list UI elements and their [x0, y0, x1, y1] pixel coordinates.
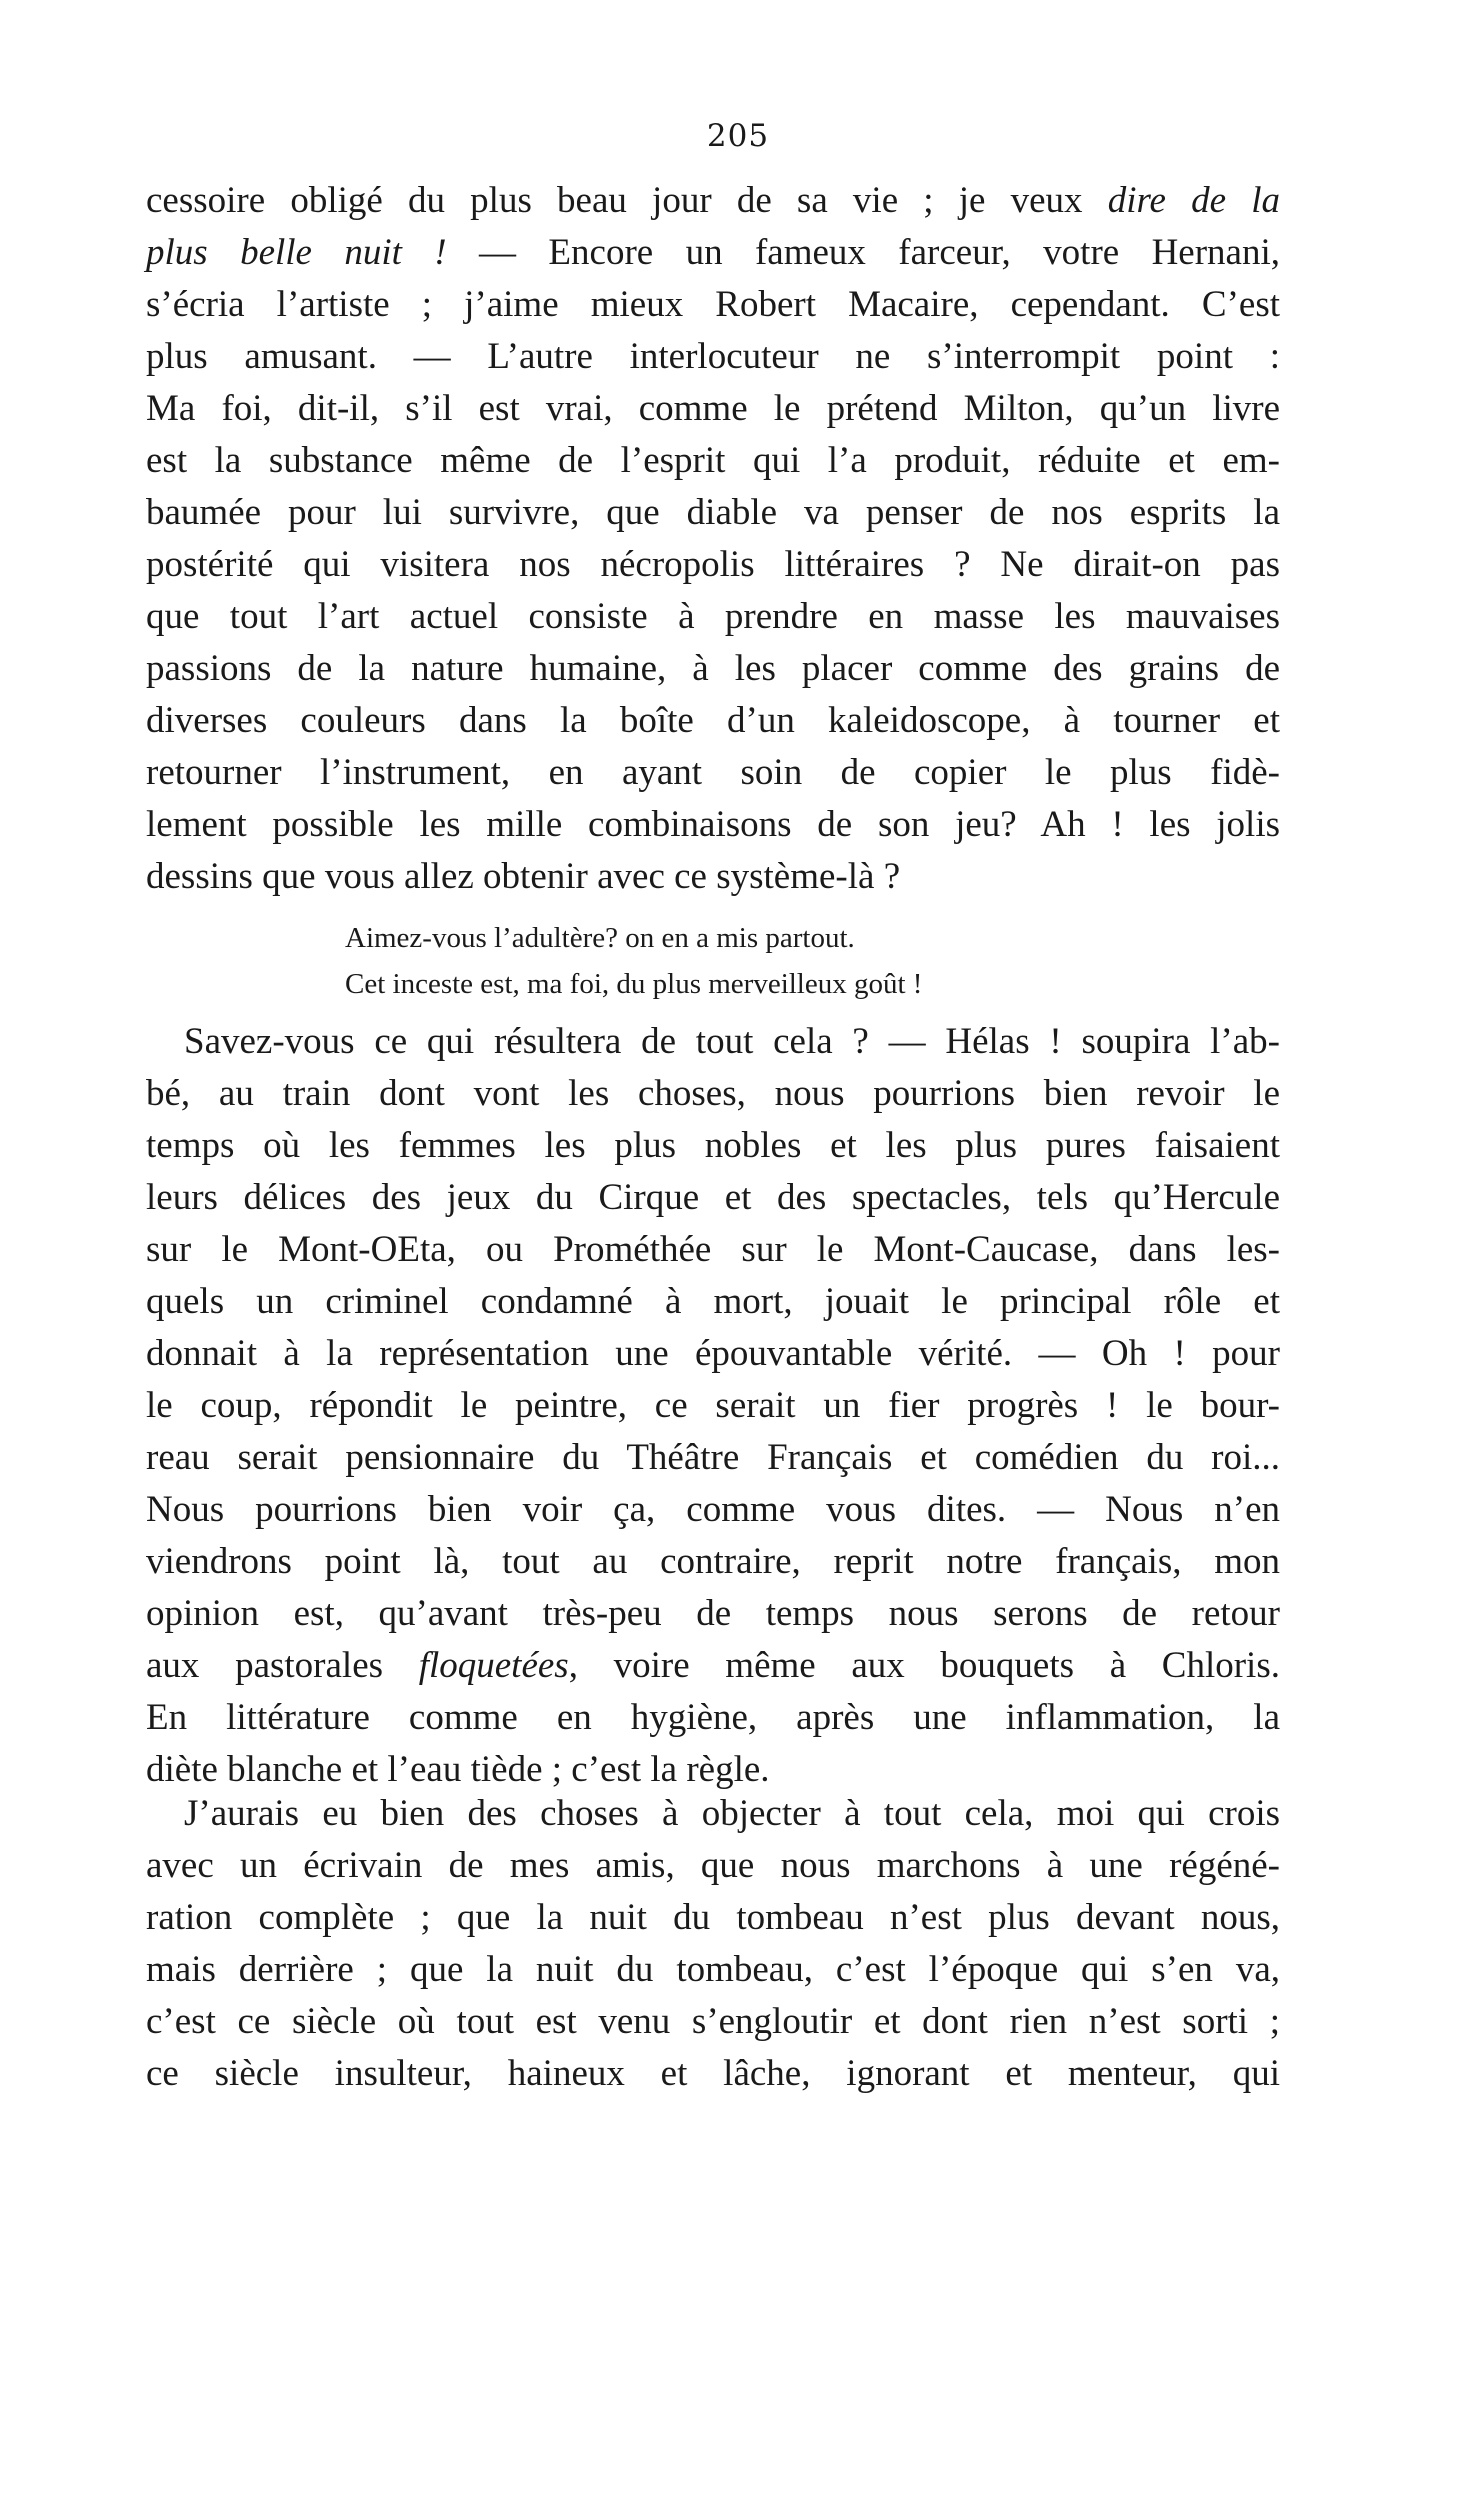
text-line: retourner l’instrument, en ayant soin de copier le plus fidè-	[146, 752, 1280, 793]
text-line: passions de la nature humaine, à les placer comme des grains de	[146, 648, 1280, 689]
text-line: que tout l’art actuel consiste à prendre en masse les mauvaises	[146, 596, 1280, 637]
text-line: quels un criminel condamné à mort, jouait le principal rôle et	[146, 1281, 1280, 1322]
text-line: bé, au train dont vont les choses, nous pourrions bien revoir le	[146, 1073, 1280, 1114]
text-line: donnait à la représentation une épouvantable vérité. — Oh ! pour	[146, 1333, 1280, 1374]
text-line: ration complète ; que la nuit du tombeau n’est plus devant nous,	[146, 1897, 1280, 1938]
paragraph-2	[146, 1016, 1280, 1796]
text-line: est la substance même de l’esprit qui l’a produit, réduite et em-	[146, 440, 1280, 481]
text-line: viendrons point là, tout au contraire, reprit notre français, mon	[146, 1541, 1280, 1582]
verse-quotation	[345, 915, 922, 1007]
text-line: Ma foi, dit-il, s’il est vrai, comme le prétend Milton, qu’un livre	[146, 388, 1280, 429]
text-line: En littérature comme en hygiène, après une inflammation, la	[146, 1697, 1280, 1738]
text-line: Nous pourrions bien voir ça, comme vous dites. — Nous n’en	[146, 1489, 1280, 1530]
page-number: 205	[706, 118, 770, 154]
text-line: s’écria l’artiste ; j’aime mieux Robert Macaire, cependant. C’est	[146, 284, 1280, 325]
text-line: lement possible les mille combinaisons de son jeu? Ah ! les jolis	[146, 804, 1280, 845]
text-line: baumée pour lui survivre, que diable va penser de nos esprits la	[146, 492, 1280, 533]
text-line: sur le Mont-OEta, ou Prométhée sur le Mont-Caucase, dans les-	[146, 1229, 1280, 1270]
text-line: le coup, répondit le peintre, ce serait un fier progrès ! le bour-	[146, 1385, 1280, 1426]
verse-line: Cet inceste est, ma foi, du plus merveilleux goût !	[345, 968, 923, 1000]
text-line: diète blanche et l’eau tiède ; c’est la règle.	[146, 1749, 770, 1790]
text-line: dessins que vous allez obtenir avec ce système-là ?	[146, 856, 901, 897]
text-line: plus belle nuit ! — Encore un fameux farceur, votre Hernani,	[146, 232, 1281, 273]
text-line: J’aurais eu bien des choses à objecter à tout cela, moi qui crois	[184, 1793, 1280, 1834]
text-line: Savez-vous ce qui résultera de tout cela ? — Hélas ! soupira l’ab-	[184, 1021, 1280, 1062]
text-line: diverses couleurs dans la boîte d’un kaleidoscope, à tourner et	[146, 700, 1280, 741]
text-line: temps où les femmes les plus nobles et les plus pures faisaient	[146, 1125, 1280, 1166]
text-line: avec un écrivain de mes amis, que nous marchons à une régéné-	[146, 1845, 1280, 1886]
text-line: mais derrière ; que la nuit du tombeau, c’est l’époque qui s’en va,	[146, 1949, 1280, 1990]
text-line: plus amusant. — L’autre interlocuteur ne s’interrompit point :	[146, 336, 1280, 377]
paragraph-3	[146, 1788, 1280, 2100]
text-line: ce siècle insulteur, haineux et lâche, ignorant et menteur, qui	[146, 2053, 1280, 2094]
text-line: postérité qui visitera nos nécropolis littéraires ? Ne dirait-on pas	[146, 544, 1280, 585]
text-line: aux pastorales floquetées, voire même aux bouquets à Chloris.	[146, 1645, 1280, 1686]
text-line: c’est ce siècle où tout est venu s’engloutir et dont rien n’est sorti ;	[146, 2001, 1280, 2042]
text-line: cessoire obligé du plus beau jour de sa vie ; je veux dire de la	[146, 180, 1280, 221]
text-line: leurs délices des jeux du Cirque et des spectacles, tels qu’Hercule	[146, 1177, 1280, 1218]
text-line: reau serait pensionnaire du Théâtre Français et comédien du roi...	[146, 1437, 1280, 1478]
paragraph-1	[146, 175, 1280, 903]
verse-line: Aimez-vous l’adultère? on en a mis partout.	[345, 922, 855, 954]
text-line: opinion est, qu’avant très-peu de temps nous serons de retour	[146, 1593, 1280, 1634]
